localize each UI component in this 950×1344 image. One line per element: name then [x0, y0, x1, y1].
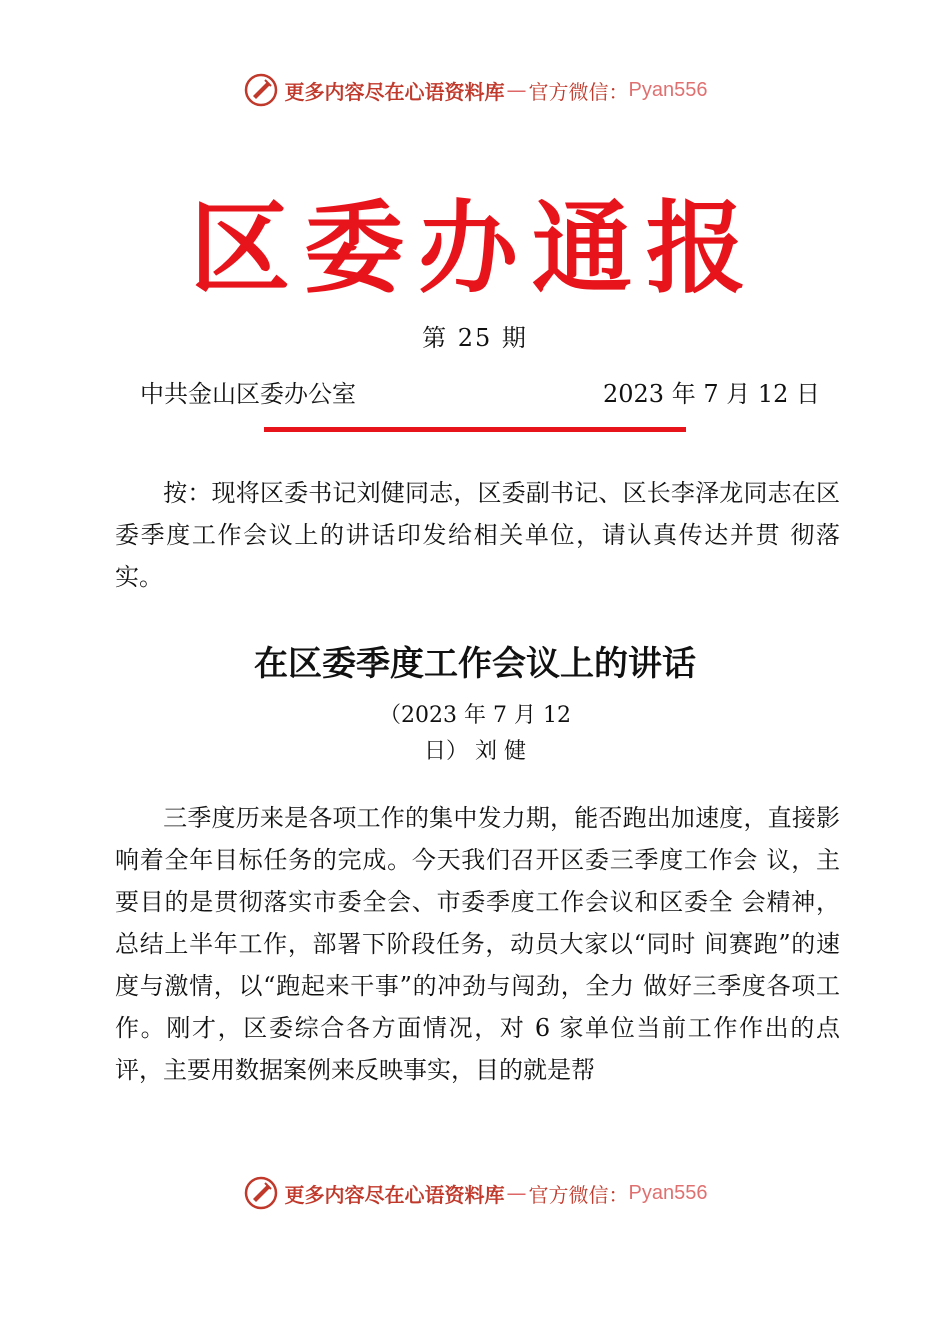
- watermark-dash: —: [506, 1181, 527, 1205]
- watermark-footer: [0, 1175, 950, 1211]
- watermark-dash: —: [506, 78, 527, 102]
- editor-note: [115, 472, 840, 598]
- watermark-wechat-label: 官方微信：: [528, 79, 629, 104]
- watermark-text: 更多内容尽在心语资料库: [284, 1182, 505, 1207]
- watermark-wechat-id: Pyan556: [628, 1181, 708, 1204]
- watermark-text: 更多内容尽在心语资料库: [284, 79, 505, 104]
- masthead-title: 区委办通报: [190, 189, 760, 307]
- speech-title: 在区委季度工作会议上的讲话: [254, 644, 696, 684]
- speech-body: [115, 797, 840, 1091]
- issue-number: 第 25 期: [422, 324, 528, 352]
- red-divider: [264, 427, 686, 432]
- speech-date-line2: 日） 刘 健: [424, 739, 526, 764]
- issue-date: 2023 年 7 月 12 日: [603, 380, 821, 408]
- watermark-logo-icon: [243, 1175, 279, 1211]
- speech-date-line1: （2023 年 7 月 12: [379, 703, 571, 728]
- issuer-name: 中共金山区委办公室: [140, 380, 356, 408]
- editor-note-text: 按：现将区委书记刘健同志，区委副书记、区长李泽龙同志在区委季度工作会议上的讲话印发给相关单位，请认真传达并贯 彻落实。: [115, 479, 840, 591]
- speech-body-text: 三季度历来是各项工作的集中发力期，能否跑出加速度，直接影响着全年目标任务的完成。今天我们召开区委三季度工作会 议，主要目的是贯彻落实市委全会、市委季度工作会议和区委全 会精神，总结上半年工作，部署下阶段任务，动员大家以“同时 间赛跑”的速度与激情，以“跑起来干事”的冲劲与闯劲，全力 做好三季度各项工作。刚才，区委综合各方面情况，对 6 家单位当前工作作出的点评，主要用数据案例来反映事实，目的就是帮: [115, 804, 840, 1084]
- watermark-header: [0, 72, 950, 108]
- watermark-wechat-label: 官方微信：: [528, 1182, 629, 1207]
- watermark-wechat-id: Pyan556: [628, 78, 708, 101]
- speech-date-author: [0, 698, 950, 770]
- watermark-logo-icon: [243, 72, 279, 108]
